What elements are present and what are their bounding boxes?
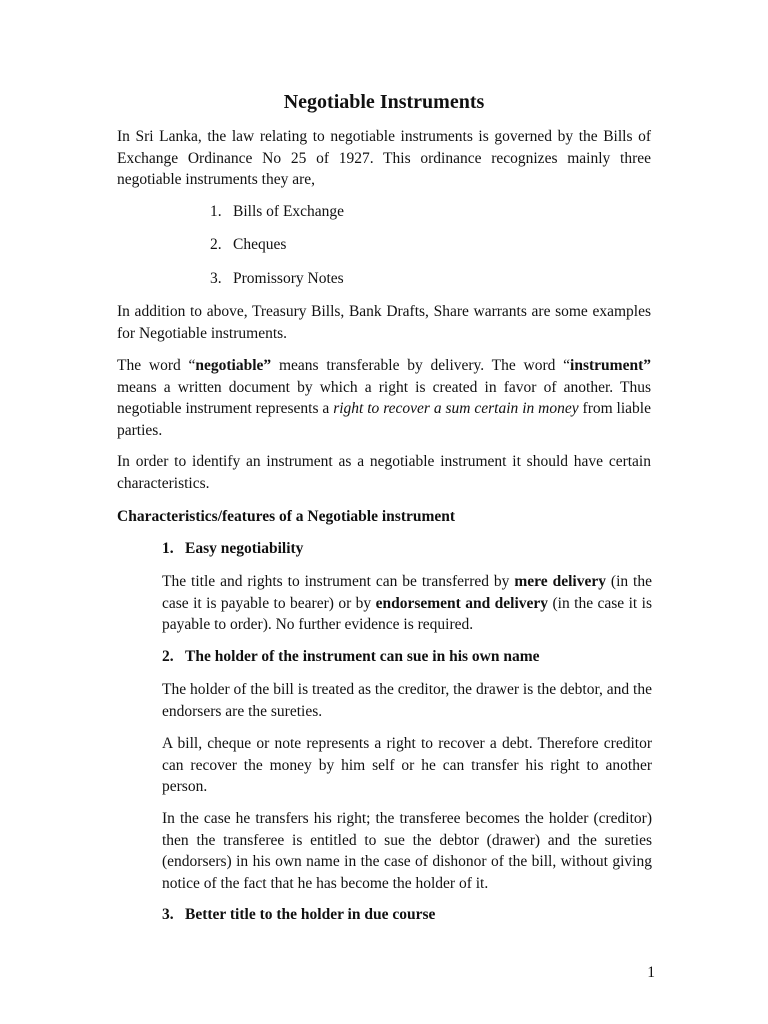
easy-negotiability-paragraph: The title and rights to instrument can be transferred by mere delivery (in the case it is payable to bearer) or by endorsement and delivery (in the case it is payable to order). No further evidence is required. (162, 573, 652, 633)
list-number: 2. (210, 236, 222, 253)
list-number: 3. (210, 270, 222, 287)
term-instrument: instrument” (570, 357, 651, 374)
list-number: 2. (162, 648, 174, 665)
intro-paragraph: In Sri Lanka, the law relating to negotiable instruments is governed by the Bills of Exchange Ordinance No 25 of 1927. This ordinance recognizes mainly three negotiable instruments they are, (117, 128, 651, 188)
characteristic-title: Easy negotiability (185, 540, 304, 557)
page-number: 1 (647, 964, 655, 981)
identify-paragraph: In order to identify an instrument as a negotiable instrument it should have certain characteristics. (117, 453, 651, 492)
characteristic-item (162, 646, 540, 668)
holder-paragraph: In the case he transfers his right; the transferee becomes the holder (creditor) then the transferee is entitled to sue the debtor (drawer) and the sureties (endorsers) in his own name in the case of dishonor of the bill, without giving notice of the fact that he has become the holder of it. (162, 810, 652, 892)
document-title: Negotiable Instruments (283, 91, 485, 113)
characteristics-heading: Characteristics/features of a Negotiable instrument (117, 508, 456, 525)
characteristic-title: Better title to the holder in due course (185, 906, 436, 923)
term-mere-delivery: mere delivery (514, 573, 606, 590)
characteristic-item (162, 904, 435, 926)
characteristic-title: The holder of the instrument can sue in his own name (185, 648, 540, 665)
holder-paragraph: A bill, cheque or note represents a right to recover a debt. Therefore creditor can recover the money by him self or he can transfer his right to another person. (162, 735, 652, 795)
term-negotiable: negotiable” (195, 357, 272, 374)
list-label: Bills of Exchange (233, 203, 345, 220)
list-label: Promissory Notes (233, 270, 344, 287)
instrument-list-item (210, 234, 286, 256)
examples-paragraph: In addition to above, Treasury Bills, Bank Drafts, Share warrants are some examples for Negotiable instruments. (117, 303, 651, 342)
characteristic-item (162, 538, 303, 560)
definition-paragraph: The word “negotiable” means transferable by delivery. The word “instrument” means a written document by which a right is created in favor of another. Thus negotiable instrument represents a right to recover a sum certain in money from liable parties. (117, 357, 651, 439)
list-number: 1. (162, 540, 174, 557)
term-endorsement-delivery: endorsement and delivery (375, 594, 549, 612)
list-number: 1. (210, 203, 222, 220)
holder-paragraph: The holder of the bill is treated as the creditor, the drawer is the debtor, and the endorsers are the sureties. (162, 681, 652, 720)
instrument-list-item (210, 201, 344, 223)
emphasis-right-to-recover: right to recover a sum certain in money (333, 400, 579, 417)
list-label: Cheques (233, 236, 287, 253)
instrument-list-item (210, 268, 344, 290)
list-number: 3. (162, 906, 174, 923)
